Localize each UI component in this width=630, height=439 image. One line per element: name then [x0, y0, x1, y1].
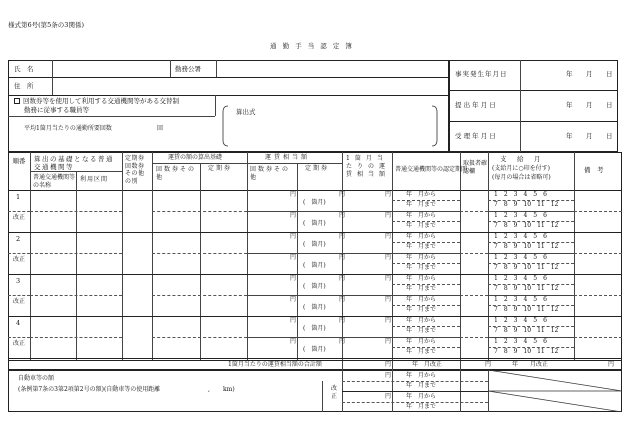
car-period-from-1: 年 月から — [406, 372, 437, 379]
col-pay-month-title: 支 給 月 — [500, 155, 543, 163]
fact-date-label: 事実発生年月日 — [455, 70, 508, 78]
car-note: (条例第7条の3第2項第2号の額)(自動車等の使用距離 — [18, 386, 161, 393]
table-cell-input[interactable] — [575, 317, 621, 336]
table-cell-input[interactable] — [298, 296, 341, 315]
col-equiv-count-other: 回数券その他 — [250, 166, 291, 181]
months-paren: ( 箇月) — [303, 346, 326, 353]
col-number: 順番 — [12, 157, 26, 165]
table-cell-input[interactable] — [248, 254, 296, 273]
months-paren: ( 箇月) — [303, 241, 326, 248]
table-cell-input[interactable] — [201, 338, 246, 357]
table-cell-input[interactable] — [248, 275, 296, 294]
table-cell-input[interactable] — [153, 317, 199, 336]
period-from: 年 月から — [406, 338, 437, 345]
table-cell-input[interactable] — [461, 254, 487, 273]
yen-unit: 円 — [339, 275, 346, 282]
months-paren: ( 箇月) — [303, 304, 326, 311]
period-to: 年 月まで — [406, 264, 437, 271]
year-unit: 年 — [566, 132, 573, 140]
yen-unit: 円 — [290, 191, 297, 198]
table-cell-input[interactable] — [31, 233, 75, 252]
yen-unit: 円 — [385, 317, 392, 324]
table-cell-input[interactable] — [298, 317, 341, 336]
table-cell-input[interactable] — [201, 317, 246, 336]
col-confirm: 取扱者確認欄 — [463, 160, 488, 175]
table-cell-input[interactable] — [153, 233, 199, 252]
yen-unit: 円 — [290, 338, 297, 345]
months-paren: ( 箇月) — [303, 199, 326, 206]
table-cell-input[interactable] — [461, 275, 487, 294]
table-cell-input[interactable] — [461, 317, 487, 336]
pay-month-options[interactable]: 7 8 9 10 11 12 — [494, 264, 559, 271]
col-transport-name: 普通交通機関等の名称 — [33, 174, 76, 189]
table-cell-input[interactable] — [153, 254, 199, 273]
table-cell-input[interactable] — [575, 296, 621, 315]
yen-unit: 円 — [385, 254, 392, 261]
page-title: 通 勤 手 当 認 定 簿 — [270, 42, 354, 50]
table-cell-input[interactable] — [31, 212, 75, 231]
pay-month-options[interactable]: 7 8 9 10 11 12 — [494, 222, 559, 229]
table-cell-input[interactable] — [123, 191, 151, 210]
table-cell-input[interactable] — [77, 233, 121, 252]
period-from: 年 月から — [406, 212, 437, 219]
office-label: 勤務公署 — [175, 65, 201, 73]
table-cell-input[interactable] — [298, 212, 341, 231]
pay-month-options[interactable]: 7 8 9 10 11 12 — [494, 243, 559, 250]
table-cell-input[interactable] — [248, 338, 296, 357]
yen-unit: 円 — [339, 317, 346, 324]
month-unit: 月 — [586, 70, 593, 78]
table-cell-input[interactable] — [123, 275, 151, 294]
table-cell-input[interactable] — [575, 233, 621, 252]
times-unit: 回 — [157, 125, 164, 132]
total-yen-3: 円 — [608, 361, 615, 368]
table-cell-input[interactable] — [343, 233, 391, 252]
period-from: 年 月から — [406, 233, 437, 240]
table-cell-input[interactable] — [123, 212, 151, 231]
table-cell-input[interactable] — [248, 212, 296, 231]
row-revision-mark: 改正 — [12, 340, 25, 347]
table-cell-input[interactable] — [123, 338, 151, 357]
table-cell-input[interactable] — [298, 191, 341, 210]
table-cell-input[interactable] — [575, 254, 621, 273]
table-cell-input[interactable] — [123, 254, 151, 273]
total-rev-1: 年 月改正 — [412, 361, 443, 368]
yen-unit: 円 — [290, 212, 297, 219]
total-rev-2: 年 月改正 — [512, 361, 549, 368]
table-cell-input[interactable] — [201, 191, 246, 210]
yen-unit: 円 — [385, 233, 392, 240]
table-cell-input[interactable] — [575, 338, 621, 357]
table-cell-input[interactable] — [575, 275, 621, 294]
submit-date-label: 提 出 年 月 日 — [455, 101, 496, 109]
table-cell-input[interactable] — [153, 296, 199, 315]
year-unit: 年 — [566, 101, 573, 109]
table-cell-input[interactable] — [153, 212, 199, 231]
form-id: 様式第6号(第5条の3関係) — [8, 21, 84, 29]
pay-month-options[interactable]: 1 2 3 4 5 6 — [494, 254, 547, 261]
pay-month-options[interactable]: 1 2 3 4 5 6 — [494, 296, 547, 303]
months-paren: ( 箇月) — [303, 283, 326, 290]
yen-unit: 円 — [339, 254, 346, 261]
period-from: 年 月から — [406, 317, 437, 324]
yen-unit: 円 — [290, 317, 297, 324]
car-period-to-1: 年 月まで — [406, 382, 437, 389]
receive-date-label: 受 理 年 月 日 — [455, 132, 496, 140]
period-to: 年 月まで — [406, 285, 437, 292]
table-cell-input[interactable] — [343, 191, 391, 210]
row-number: 3 — [16, 277, 21, 285]
months-paren: ( 箇月) — [303, 220, 326, 227]
table-cell-input[interactable] — [298, 275, 341, 294]
col-pay-month-note1: (支給月に○印を付す) — [492, 165, 550, 172]
col-fare-pass: 定期券 — [208, 165, 233, 172]
yen-unit: 円 — [290, 296, 297, 303]
pay-month-options[interactable]: 1 2 3 4 5 6 — [494, 275, 547, 282]
comma-mark: , — [208, 386, 210, 393]
period-to: 年 月まで — [406, 201, 437, 208]
crossed-out-area — [488, 370, 622, 412]
col-remarks: 備 考 — [584, 166, 604, 174]
table-cell-input[interactable] — [201, 275, 246, 294]
col-basis-title: 算出の基礎となる普通交通機関等 — [34, 155, 114, 171]
row-number: 1 — [16, 193, 21, 201]
row-number: 2 — [16, 235, 21, 243]
yen-unit: 円 — [290, 275, 297, 282]
table-cell-input[interactable] — [298, 233, 341, 252]
month-unit: 月 — [586, 132, 593, 140]
col-ticket-type: 定期券回数券その他の別 — [125, 155, 145, 185]
name-label: 氏 名 — [14, 65, 34, 73]
table-cell-input[interactable] — [77, 254, 121, 273]
yen-unit: 円 — [339, 296, 346, 303]
table-cell-input[interactable] — [248, 296, 296, 315]
row-revision-mark: 改正 — [12, 298, 25, 305]
pay-month-options[interactable]: 1 2 3 4 5 6 — [494, 191, 547, 198]
checkbox-text-1: 回数券等を使用して利用する交通機関等がある交替制 — [23, 97, 179, 105]
yen-unit: 円 — [385, 212, 392, 219]
table-cell-input[interactable] — [461, 212, 487, 231]
period-to: 年 月まで — [406, 306, 437, 313]
table-cell-input[interactable] — [77, 275, 121, 294]
table-cell-input[interactable] — [343, 338, 391, 357]
table-cell-input[interactable] — [343, 275, 391, 294]
table-cell-input[interactable] — [31, 254, 75, 273]
period-to: 年 月まで — [406, 222, 437, 229]
table-cell-input[interactable] — [77, 212, 121, 231]
table-cell-input[interactable] — [123, 317, 151, 336]
shift-worker-option[interactable] — [14, 98, 179, 105]
table-cell-input[interactable] — [461, 296, 487, 315]
car-period-to-2: 年 月まで — [406, 403, 437, 410]
table-cell-input[interactable] — [31, 191, 75, 210]
table-cell-input[interactable] — [201, 233, 246, 252]
yen-unit: 円 — [290, 233, 297, 240]
pay-month-options[interactable]: 7 8 9 10 11 12 — [494, 285, 559, 292]
col-fare-count-other: 回数券その他 — [156, 166, 197, 181]
km-unit: km) — [223, 386, 235, 393]
pay-month-options[interactable]: 1 2 3 4 5 6 — [494, 212, 547, 219]
yen-unit: 円 — [290, 254, 297, 261]
period-from: 年 月から — [406, 254, 437, 261]
pay-month-options[interactable]: 1 2 3 4 5 6 — [494, 338, 547, 345]
col-pay-month-note2: (毎月の場合は省略可) — [492, 174, 551, 181]
pay-month-options[interactable]: 1 2 3 4 5 6 — [494, 233, 547, 240]
office-field[interactable] — [218, 61, 448, 76]
period-from: 年 月から — [406, 191, 437, 198]
table-cell-input[interactable] — [153, 338, 199, 357]
car-revision-mark: 改正 — [331, 385, 338, 400]
table-cell-input[interactable] — [575, 212, 621, 231]
yen-unit: 円 — [385, 191, 392, 198]
car-yen-1: 円 — [385, 372, 392, 379]
months-paren: ( 箇月) — [303, 325, 326, 332]
yen-unit: 円 — [339, 233, 346, 240]
table-cell-input[interactable] — [298, 338, 341, 357]
car-period-from-2: 年 月から — [406, 393, 437, 400]
formula-label: 算出式 — [236, 108, 256, 116]
row-revision-mark: 改正 — [12, 214, 25, 221]
checkbox-icon[interactable] — [14, 98, 20, 104]
pay-month-options[interactable]: 7 8 9 10 11 12 — [494, 201, 559, 208]
table-cell-input[interactable] — [31, 338, 75, 357]
table-cell-input[interactable] — [77, 317, 121, 336]
period-to: 年 月まで — [406, 348, 437, 355]
total-yen-2: 円 — [485, 361, 492, 368]
address-field[interactable] — [54, 79, 448, 94]
car-label: 自動車等の額 — [18, 375, 55, 382]
table-cell-input[interactable] — [343, 254, 391, 273]
pay-month-options[interactable]: 7 8 9 10 11 12 — [494, 327, 559, 334]
table-cell-input[interactable] — [201, 296, 246, 315]
table-cell-input[interactable] — [153, 275, 199, 294]
table-cell-input[interactable] — [153, 191, 199, 210]
yen-unit: 円 — [385, 275, 392, 282]
table-cell-input[interactable] — [31, 296, 75, 315]
table-cell-input[interactable] — [575, 191, 621, 210]
col-fare-basis: 運賃の額の算出基礎 — [168, 154, 223, 161]
day-unit: 日 — [606, 101, 613, 109]
yen-unit: 円 — [385, 338, 392, 345]
name-field[interactable] — [54, 61, 169, 76]
month-unit: 月 — [586, 101, 593, 109]
pay-month-options[interactable]: 1 2 3 4 5 6 — [494, 317, 547, 324]
col-monthly: 1箇月当たりの運賃相当額 — [346, 155, 391, 178]
table-cell-input[interactable] — [343, 296, 391, 315]
period-from: 年 月から — [406, 296, 437, 303]
period-from: 年 月から — [406, 275, 437, 282]
table-cell-input[interactable] — [123, 233, 151, 252]
period-to: 年 月まで — [406, 327, 437, 334]
yen-unit: 円 — [339, 338, 346, 345]
table-cell-input[interactable] — [343, 317, 391, 336]
table-cell-input[interactable] — [461, 338, 487, 357]
table-cell-input[interactable] — [461, 191, 487, 210]
day-unit: 日 — [606, 70, 613, 78]
months-paren: ( 箇月) — [303, 262, 326, 269]
avg-label: 平均1箇月当たりの通勤所要回数 — [24, 125, 112, 132]
table-cell-input[interactable] — [248, 317, 296, 336]
year-unit: 年 — [566, 70, 573, 78]
table-cell-input[interactable] — [343, 212, 391, 231]
table-cell-input[interactable] — [77, 296, 121, 315]
pay-month-options[interactable]: 7 8 9 10 11 12 — [494, 348, 559, 355]
col-period: 普通交通機関等の認定期間 — [395, 166, 468, 173]
period-to: 年 月まで — [406, 243, 437, 250]
day-unit: 日 — [606, 132, 613, 140]
total-yen: 円 — [385, 361, 392, 368]
col-section: 利用区間 — [80, 176, 109, 183]
checkbox-text-2: 勤務に従事する職員等 — [24, 106, 89, 114]
pay-month-options[interactable]: 7 8 9 10 11 12 — [494, 306, 559, 313]
table-cell-input[interactable] — [31, 275, 75, 294]
table-cell-input[interactable] — [461, 233, 487, 252]
table-cell-input[interactable] — [201, 254, 246, 273]
yen-unit: 円 — [385, 296, 392, 303]
total-label: 1箇月当たりの運賃相当額の合計額 — [228, 361, 322, 368]
address-label: 住 所 — [14, 82, 34, 90]
table-cell-input[interactable] — [248, 233, 296, 252]
yen-unit: 円 — [339, 212, 346, 219]
car-yen-2: 円 — [385, 393, 392, 400]
table-cell-input[interactable] — [123, 296, 151, 315]
yen-unit: 円 — [339, 191, 346, 198]
row-revision-mark: 改正 — [12, 256, 25, 263]
col-equiv-pass: 定期券 — [305, 165, 330, 172]
row-number: 4 — [16, 319, 21, 327]
table-cell-input[interactable] — [248, 191, 296, 210]
table-cell-input[interactable] — [298, 254, 341, 273]
table-cell-input[interactable] — [201, 212, 246, 231]
col-equiv-title: 運賃相当額 — [265, 154, 311, 161]
table-cell-input[interactable] — [31, 317, 75, 336]
table-cell-input[interactable] — [77, 338, 121, 357]
table-cell-input[interactable] — [77, 191, 121, 210]
